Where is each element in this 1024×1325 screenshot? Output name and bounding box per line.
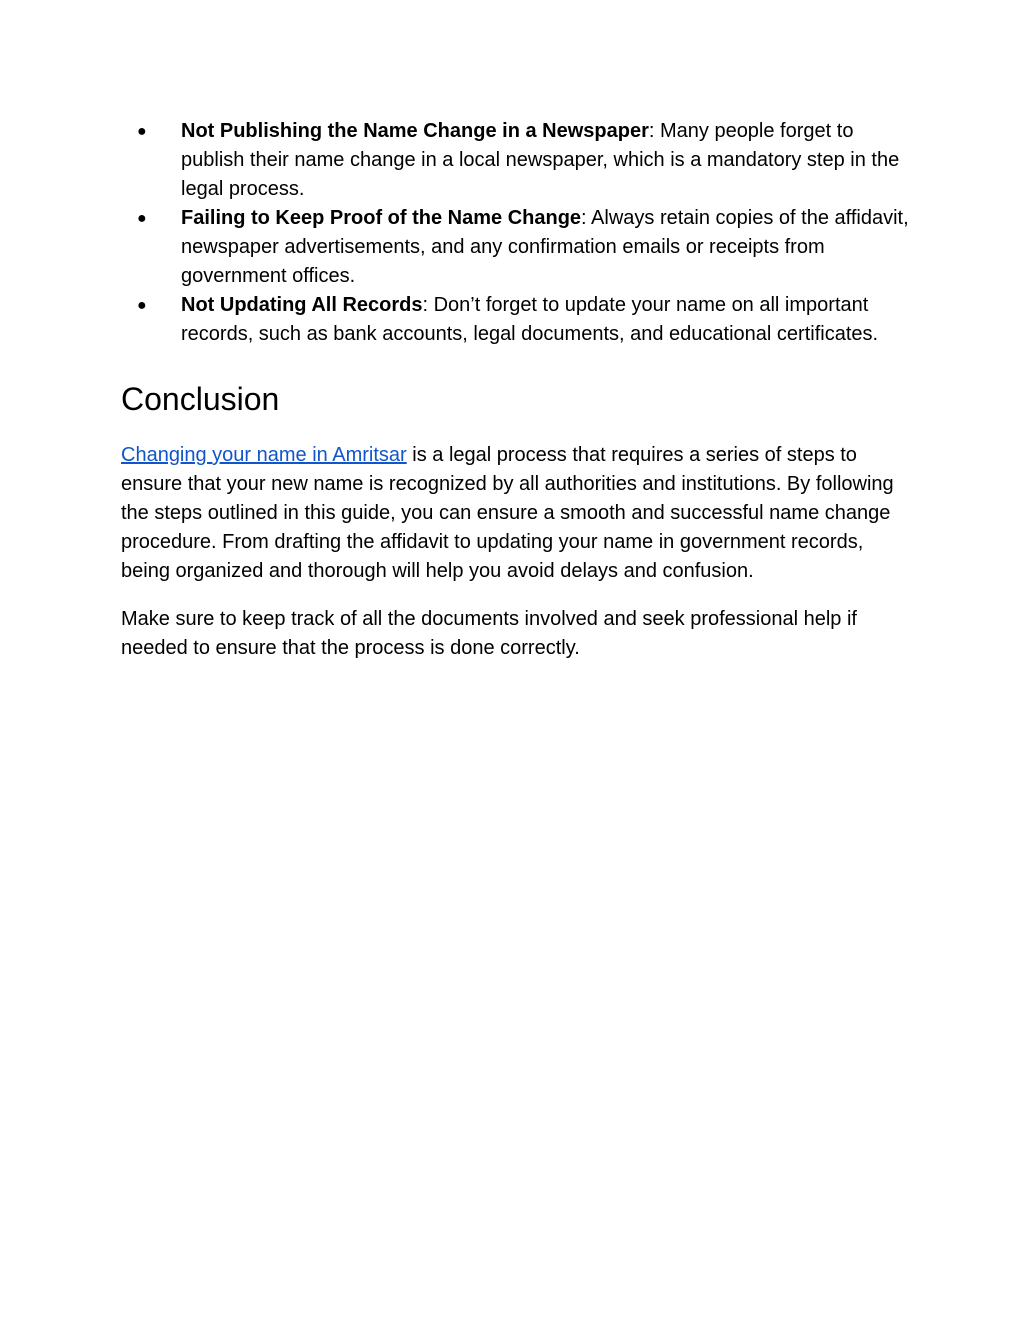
mistakes-list [121, 117, 911, 349]
document-page [121, 117, 911, 663]
list-item [121, 117, 911, 204]
paragraph-1-text: is a legal process that requires a series of steps to ensure that your new name is recognized by all authorities and institutions. By following the steps outlined in this guide, you can ensure a smooth and successful name change procedure. From drafting the affidavit to updating your name in government records, being organized and thorough will help you avoid delays and confusion. [121, 444, 894, 582]
bullet-text: Always retain copies of the affidavit, newspaper advertisements, and any confirmation emails or receipts from government offices. [181, 207, 909, 287]
bullet-marker: ● [137, 210, 147, 227]
conclusion-heading: Conclusion [121, 381, 280, 417]
bullet-term: Not Publishing the Name Change in a Newspaper [181, 120, 649, 142]
list-item [121, 291, 911, 349]
conclusion-paragraph-2: Make sure to keep track of all the documents involved and seek professional help if needed to ensure that the process is done correctly. [121, 608, 857, 659]
bullet-term: Not Updating All Records [181, 294, 423, 316]
bullet-separator: : [648, 120, 655, 142]
bullet-separator: : [422, 294, 429, 316]
bullet-separator: : [581, 207, 587, 229]
bullet-marker: ● [137, 297, 147, 314]
bullet-text: Many people forget to publish their name change in a local newspaper, which is a mandatory step in the legal process. [181, 120, 900, 200]
list-item [121, 204, 911, 291]
amritsar-name-change-link[interactable]: Changing your name in Amritsar [121, 444, 407, 466]
bullet-term: Failing to Keep Proof of the Name Change [181, 207, 582, 229]
bullet-marker: ● [137, 123, 147, 140]
bullet-text: Don’t forget to update your name on all important records, such as bank accounts, legal documents, and educational certificates. [181, 294, 879, 345]
conclusion-paragraph-1 [121, 441, 911, 586]
